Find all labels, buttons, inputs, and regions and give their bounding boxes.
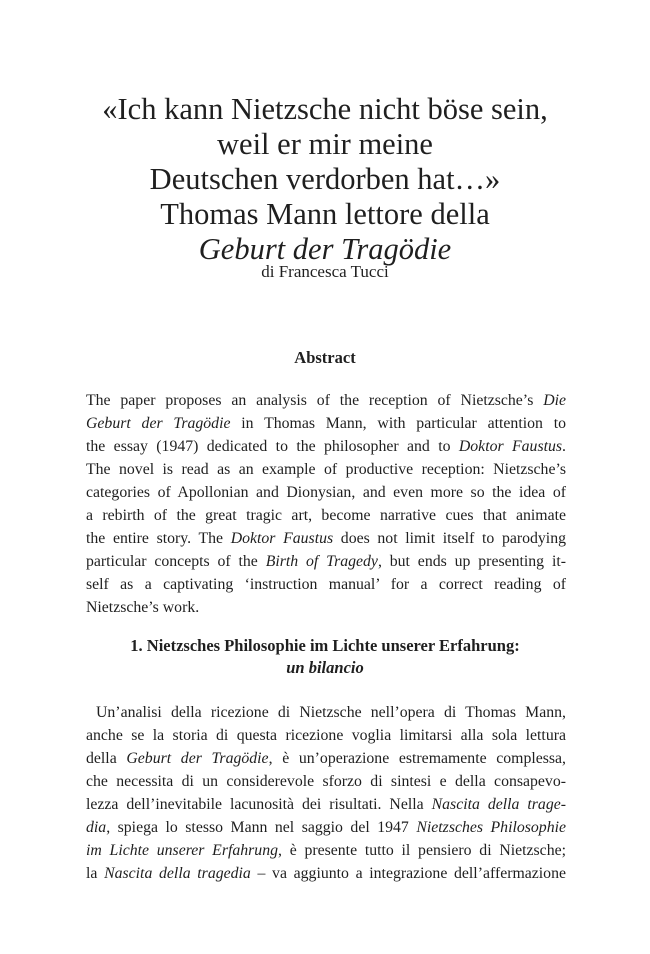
abstract-line: a rebirth of the great tragic art, become narrative cues that animate [86,507,566,524]
abstract-heading: Abstract [294,348,356,367]
section-subtitle: un bilancio [286,658,364,677]
title-line-2: weil er mir meine [217,127,433,161]
abstract-line: categories of Apollonian and Dionysian, and even more so the idea of [86,484,566,501]
title-line-4: Thomas Mann lettore della [160,197,490,231]
body-line: della Geburt der Tragödie, è un’operazione estremamente complessa, [86,750,567,767]
abstract-line: Geburt der Tragödie in Thomas Mann, with particular attention to [86,415,566,432]
abstract-text [86,389,566,619]
title-line-3: Deutschen verdorben hat…» [149,162,501,196]
author-byline: di Francesca Tucci [261,262,389,281]
abstract-line: self as a captivating ‘instruction manual’ for a correct reading of [86,576,566,593]
abstract-line: Nietzsche’s work. [86,599,200,616]
body-line: la Nascita della tragedia – va aggiunto a integrazione dell’affermazione [86,865,566,882]
body-line: dia, spiega lo stesso Mann nel saggio del 1947 Nietzsches Philosophie [86,819,567,836]
abstract-line: the entire story. The Doktor Faustus does not limit itself to parodying [86,530,566,547]
abstract-line: particular concepts of the Birth of Tragedy, but ends up presenting it- [86,553,566,570]
section-heading [0,635,650,679]
section-title: 1. Nietzsches Philosophie im Lichte unserer Erfahrung: [130,636,520,655]
abstract-line: The paper proposes an analysis of the reception of Nietzsche’s Die [86,392,566,409]
body-text [86,701,566,885]
body-line: lezza dell’inevitabile lacunosità dei risultati. Nella Nascita della trage- [86,796,566,813]
body-line: im Lichte unserer Erfahrung, è presente tutto il pensiero di Nietzsche; [86,842,566,859]
title-line-1: «Ich kann Nietzsche nicht böse sein, [102,92,548,126]
abstract-line: The novel is read as an example of productive reception: Nietzsche’s [86,461,566,478]
body-line: Un’analisi della ricezione di Nietzsche nell’opera di Thomas Mann, [96,704,566,721]
abstract-line: the essay (1947) dedicated to the philosopher and to Doktor Faustus. [86,438,566,455]
paper-title [40,92,610,267]
body-line: che necessita di un considerevole sforzo di sintesi e della consapevo- [86,773,566,790]
body-line: anche se la storia di questa ricezione voglia limitarsi alla sola lettura [86,727,566,744]
title-line-5: Geburt der Tragödie [198,232,452,266]
